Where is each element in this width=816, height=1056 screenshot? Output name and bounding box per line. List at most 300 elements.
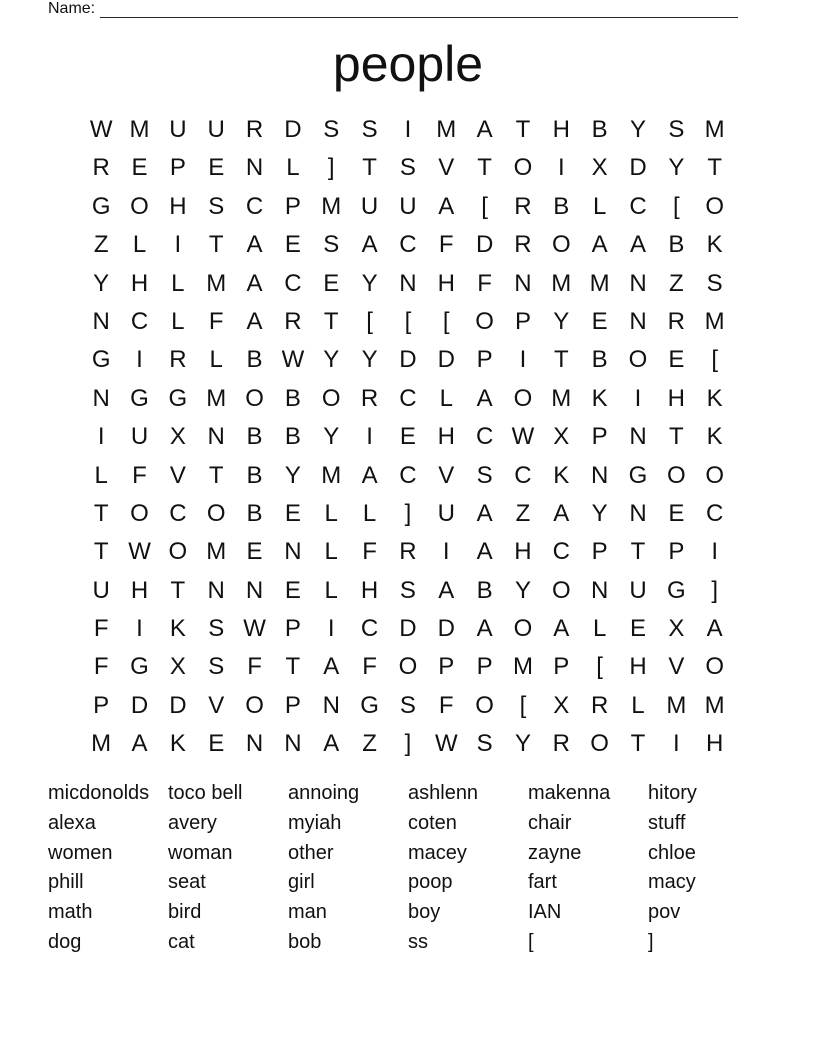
grid-cell: E xyxy=(246,538,263,566)
grid-cell: U xyxy=(399,192,417,220)
grid-cell: L xyxy=(209,346,223,374)
grid-cell: T xyxy=(208,461,224,489)
grid-cell: S xyxy=(323,231,340,259)
grid-cell: N xyxy=(629,269,647,297)
name-underline[interactable] xyxy=(100,2,738,18)
grid-cell: E xyxy=(629,615,646,643)
grid-row xyxy=(82,111,734,149)
word-list-item: poop xyxy=(408,871,453,894)
grid-cell: Y xyxy=(361,269,378,297)
word-list-item: macey xyxy=(408,841,467,864)
grid-cell: T xyxy=(208,231,224,259)
grid-cell: S xyxy=(476,730,493,758)
grid-cell: E xyxy=(323,269,340,297)
grid-cell: T xyxy=(285,653,301,681)
grid-cell: F xyxy=(93,615,109,643)
grid-cell: D xyxy=(629,154,647,182)
grid-cell: D xyxy=(437,346,455,374)
grid-cell: M xyxy=(551,269,572,297)
grid-cell: A xyxy=(323,730,340,758)
grid-cell: A xyxy=(246,307,263,335)
grid-cell: B xyxy=(668,231,685,259)
grid-cell: M xyxy=(704,691,725,719)
grid-cell: I xyxy=(672,730,680,758)
grid-cell: N xyxy=(207,576,225,604)
grid-cell: L xyxy=(592,615,607,643)
grid-cell: X xyxy=(169,423,186,451)
grid-row xyxy=(82,495,734,533)
grid-cell: Y xyxy=(93,269,110,297)
grid-cell: O xyxy=(551,576,571,604)
grid-cell: B xyxy=(476,576,493,604)
grid-cell: P xyxy=(284,615,301,643)
grid-row xyxy=(82,303,734,341)
word-list-item: math xyxy=(48,901,93,924)
grid-cell: I xyxy=(366,423,373,451)
grid-cell: A xyxy=(629,231,646,259)
grid-cell: K xyxy=(706,384,723,412)
grid-cell: ] xyxy=(711,576,718,604)
grid-cell: H xyxy=(130,576,149,604)
grid-cell: T xyxy=(362,154,377,182)
grid-cell: O xyxy=(551,231,571,259)
grid-cell: T xyxy=(170,576,186,604)
grid-cell: I xyxy=(711,538,718,566)
grid-cell: T xyxy=(93,538,109,566)
grid-cell: P xyxy=(591,538,608,566)
grid-cell: X xyxy=(591,154,608,182)
grid-cell: M xyxy=(321,461,342,489)
grid-cell: S xyxy=(706,269,723,297)
grid-cell: M xyxy=(666,691,687,719)
grid-cell: R xyxy=(399,538,417,566)
word-list-item: ss xyxy=(408,930,428,953)
grid-cell: N xyxy=(590,576,609,604)
grid-row xyxy=(82,457,734,495)
grid-cell: B xyxy=(246,461,263,489)
grid-cell: L xyxy=(94,461,108,489)
grid-cell: F xyxy=(362,538,377,566)
grid-cell: L xyxy=(439,384,453,412)
grid-cell: V xyxy=(169,461,186,489)
grid-cell: U xyxy=(207,116,225,143)
grid-cell: H xyxy=(514,538,532,566)
grid-cell: N xyxy=(629,499,647,527)
grid-cell: M xyxy=(436,116,457,143)
grid-cell: C xyxy=(706,499,724,527)
grid-cell: K xyxy=(169,730,186,758)
grid-cell: N xyxy=(399,269,417,297)
word-list xyxy=(48,779,768,958)
word-list-item: chair xyxy=(528,811,572,834)
grid-cell: S xyxy=(399,691,416,719)
grid-cell: Y xyxy=(323,423,340,451)
grid-cell: T xyxy=(630,730,646,758)
grid-cell: O xyxy=(245,691,264,719)
word-list-item: pov xyxy=(648,901,681,924)
grid-cell: R xyxy=(169,346,187,374)
word-list-item: stuff xyxy=(648,811,686,834)
grid-cell: N xyxy=(92,384,110,412)
grid-cell: E xyxy=(208,154,225,182)
grid-cell: W xyxy=(89,116,113,143)
grid-cell: K xyxy=(169,615,186,643)
grid-cell: L xyxy=(324,538,338,566)
grid-cell: G xyxy=(666,576,686,604)
word-list-item: seat xyxy=(168,871,206,894)
grid-cell: F xyxy=(247,653,262,681)
grid-cell: E xyxy=(591,307,608,335)
grid-cell: A xyxy=(361,461,378,489)
grid-cell: M xyxy=(206,269,227,297)
grid-cell: H xyxy=(130,269,149,297)
grid-cell: S xyxy=(208,192,225,220)
grid-cell: N xyxy=(92,307,110,335)
grid-cell: Y xyxy=(284,461,301,489)
grid-cell: S xyxy=(399,576,416,604)
grid-cell: M xyxy=(91,730,112,758)
grid-cell: S xyxy=(476,461,493,489)
grid-cell: A xyxy=(361,231,378,259)
word-list-item: other xyxy=(288,841,334,864)
grid-cell: Z xyxy=(515,499,531,527)
grid-cell: V xyxy=(668,653,685,681)
grid-cell: P xyxy=(284,691,301,719)
grid-cell: A xyxy=(131,730,148,758)
grid-cell: E xyxy=(399,423,416,451)
grid-cell: R xyxy=(514,231,532,259)
grid-cell: T xyxy=(93,499,109,527)
grid-cell: W xyxy=(128,538,151,566)
grid-cell: H xyxy=(437,423,455,451)
grid-cell: F xyxy=(362,653,377,681)
grid-cell: P xyxy=(553,653,570,681)
grid-cell: H xyxy=(706,730,724,758)
grid-cell: E xyxy=(668,499,685,527)
grid-cell: E xyxy=(131,154,148,182)
grid-cell: U xyxy=(437,499,455,527)
grid-row xyxy=(82,188,734,226)
grid-cell: B xyxy=(553,192,570,220)
grid-cell: M xyxy=(512,653,533,681)
grid-cell: P xyxy=(284,192,301,220)
grid-cell: H xyxy=(437,269,455,297)
word-list-item: ] xyxy=(648,930,654,953)
grid-cell: ] xyxy=(404,730,412,758)
grid-cell: Y xyxy=(553,307,570,335)
grid-cell: C xyxy=(284,269,302,297)
word-list-item: boy xyxy=(408,901,441,924)
grid-cell: O xyxy=(168,538,188,566)
grid-cell: L xyxy=(324,499,338,527)
grid-cell: P xyxy=(668,538,685,566)
word-list-item: alexa xyxy=(48,811,96,834)
grid-cell: B xyxy=(246,346,263,374)
page-title: people xyxy=(332,36,484,92)
grid-cell: M xyxy=(206,538,227,566)
grid-cell: O xyxy=(705,461,724,489)
grid-cell: I xyxy=(404,116,412,143)
grid-cell: O xyxy=(130,499,149,527)
grid-cell: R xyxy=(590,691,609,719)
grid-cell: K xyxy=(706,423,723,451)
grid-cell: K xyxy=(553,461,570,489)
grid-cell: M xyxy=(551,384,572,412)
grid-cell: Z xyxy=(362,730,377,758)
grid-row xyxy=(82,572,734,610)
word-list-item: micdonolds xyxy=(48,782,150,804)
grid-cell: G xyxy=(168,384,188,412)
grid-cell: M xyxy=(206,384,227,412)
grid-cell: S xyxy=(323,116,340,143)
grid-cell: F xyxy=(93,653,109,681)
grid-cell: A xyxy=(476,615,493,643)
grid-cell: C xyxy=(475,423,494,451)
grid-cell: K xyxy=(591,384,608,412)
grid-cell: A xyxy=(438,192,455,220)
grid-cell: L xyxy=(631,691,645,719)
grid-cell: I xyxy=(519,346,527,374)
word-list-item: myiah xyxy=(288,811,342,834)
grid-cell: A xyxy=(476,499,493,527)
grid-cell: A xyxy=(476,116,493,143)
grid-cell: A xyxy=(246,269,263,297)
grid-cell: I xyxy=(327,615,335,643)
name-field[interactable] xyxy=(48,0,738,18)
grid-cell: B xyxy=(246,423,263,451)
grid-cell: G xyxy=(91,192,111,220)
grid-cell: E xyxy=(284,576,301,604)
grid-cell: X xyxy=(553,691,570,719)
grid-cell: T xyxy=(477,154,492,182)
grid-cell: Z xyxy=(93,231,109,259)
grid-cell: N xyxy=(284,538,302,566)
grid-cell: A xyxy=(438,576,455,604)
grid-cell: Y xyxy=(629,116,646,143)
grid-cell: N xyxy=(629,307,647,335)
grid-cell: A xyxy=(706,615,723,643)
grid-cell: L xyxy=(324,576,338,604)
word-list-item: man xyxy=(288,901,327,924)
grid-cell: L xyxy=(592,192,607,220)
grid-cell: F xyxy=(132,461,147,489)
grid-cell: L xyxy=(286,154,300,182)
grid-cell: C xyxy=(169,499,187,527)
grid-cell: N xyxy=(284,730,302,758)
word-list-item: hitory xyxy=(648,782,697,804)
grid-cell: O xyxy=(245,384,264,412)
grid-cell: O xyxy=(513,154,533,182)
grid-cell: Y xyxy=(591,499,608,527)
grid-row xyxy=(82,149,734,187)
grid-cell: ] xyxy=(327,154,335,182)
grid-cell: A xyxy=(591,231,608,259)
grid-cell: [ xyxy=(404,307,412,335)
word-list-item: avery xyxy=(168,811,217,834)
grid-cell: O xyxy=(705,653,724,681)
grid-cell: R xyxy=(514,192,532,220)
word-list-item: girl xyxy=(288,871,315,894)
grid-cell: Y xyxy=(323,346,340,374)
grid-cell: B xyxy=(246,499,263,527)
grid-cell: G xyxy=(130,384,149,412)
grid-row xyxy=(82,533,734,571)
grid-cell: T xyxy=(515,116,531,143)
grid-cell: N xyxy=(514,269,532,297)
grid-cell: T xyxy=(630,538,646,566)
grid-cell: L xyxy=(362,499,377,527)
name-label: Name: xyxy=(48,0,96,17)
grid-cell: I xyxy=(557,154,565,182)
grid-cell: V xyxy=(438,461,455,489)
word-list-item: woman xyxy=(168,841,233,864)
grid-cell: W xyxy=(243,615,266,643)
grid-row xyxy=(82,265,734,303)
grid-cell: L xyxy=(171,307,185,335)
grid-cell: Y xyxy=(514,730,531,758)
grid-cell: [ xyxy=(519,691,527,719)
word-list-item: bob xyxy=(288,930,322,953)
grid-cell: S xyxy=(399,154,416,182)
grid-cell: D xyxy=(169,691,187,719)
grid-cell: R xyxy=(667,307,685,335)
grid-cell: O xyxy=(475,691,494,719)
grid-row xyxy=(82,687,734,725)
grid-cell: U xyxy=(169,116,187,143)
grid-cell: I xyxy=(634,384,642,412)
grid-cell: I xyxy=(174,231,182,259)
grid-cell: N xyxy=(245,730,264,758)
grid-cell: P xyxy=(591,423,608,451)
grid-cell: R xyxy=(245,116,264,143)
grid-cell: A xyxy=(553,615,570,643)
grid-cell: O xyxy=(666,461,686,489)
grid-cell: M xyxy=(704,116,725,143)
grid-cell: A xyxy=(476,538,493,566)
word-list-item: dog xyxy=(48,930,82,953)
grid-cell: X xyxy=(668,615,685,643)
grid-cell: B xyxy=(284,384,301,412)
grid-cell: T xyxy=(553,346,569,374)
grid-cell: H xyxy=(667,384,685,412)
grid-cell: M xyxy=(129,116,150,143)
grid-cell: [ xyxy=(481,192,488,220)
grid-cell: N xyxy=(245,576,264,604)
grid-cell: U xyxy=(360,192,379,220)
grid-cell: M xyxy=(589,269,610,297)
grid-cell: V xyxy=(208,691,225,719)
grid-cell: [ xyxy=(596,653,603,681)
word-list-item: zayne xyxy=(528,841,582,864)
grid-cell: G xyxy=(628,461,648,489)
grid-cell: M xyxy=(321,192,342,220)
word-list-item: makenna xyxy=(528,782,611,804)
grid-row xyxy=(82,648,734,686)
grid-row xyxy=(82,725,734,763)
word-list-item: cat xyxy=(168,930,195,953)
grid-cell: C xyxy=(130,307,149,335)
grid-cell: P xyxy=(93,691,110,719)
grid-cell: O xyxy=(206,499,226,527)
word-list-item: annoing xyxy=(288,782,360,804)
letter-grid xyxy=(82,111,734,764)
grid-cell: C xyxy=(399,461,417,489)
grid-cell: M xyxy=(704,307,725,335)
grid-cell: C xyxy=(245,192,264,220)
word-list-item: macy xyxy=(648,871,696,894)
grid-row xyxy=(82,610,734,648)
grid-cell: I xyxy=(136,346,143,374)
grid-cell: S xyxy=(208,653,225,681)
grid-cell: V xyxy=(438,154,455,182)
grid-cell: H xyxy=(360,576,379,604)
grid-cell: T xyxy=(707,154,722,182)
grid-cell: D xyxy=(437,615,455,643)
grid-cell: C xyxy=(360,615,379,643)
grid-cell: K xyxy=(706,231,723,259)
grid-cell: L xyxy=(132,231,147,259)
grid-cell: C xyxy=(514,461,532,489)
grid-cell: C xyxy=(552,538,570,566)
grid-cell: G xyxy=(360,691,379,719)
grid-cell: N xyxy=(322,691,340,719)
grid-cell: ] xyxy=(404,499,412,527)
grid-cell: Y xyxy=(514,576,531,604)
grid-cell: U xyxy=(629,576,647,604)
grid-cell: N xyxy=(245,154,264,182)
grid-cell: O xyxy=(628,346,648,374)
grid-cell: X xyxy=(553,423,570,451)
grid-cell: E xyxy=(284,231,301,259)
grid-cell: B xyxy=(591,346,608,374)
grid-cell: U xyxy=(130,423,149,451)
word-list-item: toco bell xyxy=(168,782,243,804)
grid-cell: P xyxy=(438,653,455,681)
grid-cell: C xyxy=(399,231,417,259)
grid-cell: D xyxy=(399,615,417,643)
grid-cell: O xyxy=(513,615,533,643)
grid-cell: O xyxy=(513,384,533,412)
grid-cell: U xyxy=(92,576,110,604)
grid-cell: F xyxy=(438,691,454,719)
grid-cell: P xyxy=(476,346,493,374)
grid-cell: S xyxy=(208,615,225,643)
grid-cell: I xyxy=(97,423,105,451)
grid-cell: R xyxy=(284,307,302,335)
word-list-item: ashlenn xyxy=(408,782,479,804)
grid-cell: D xyxy=(475,231,494,259)
grid-cell: D xyxy=(130,691,149,719)
grid-row xyxy=(82,226,734,264)
grid-cell: N xyxy=(629,423,647,451)
grid-cell: P xyxy=(514,307,531,335)
grid-cell: B xyxy=(591,116,608,143)
word-list-item: [ xyxy=(528,930,534,953)
grid-cell: E xyxy=(284,499,301,527)
grid-cell: O xyxy=(130,192,149,220)
grid-cell: W xyxy=(434,730,458,758)
grid-cell: F xyxy=(477,269,492,297)
grid-cell: A xyxy=(323,653,340,681)
grid-cell: [ xyxy=(672,192,680,220)
grid-cell: F xyxy=(438,231,454,259)
grid-cell: G xyxy=(91,346,111,374)
grid-cell: O xyxy=(475,307,494,335)
word-list-item: coten xyxy=(408,811,457,834)
grid-cell: N xyxy=(207,423,225,451)
grid-cell: T xyxy=(668,423,684,451)
grid-cell: A xyxy=(553,499,570,527)
